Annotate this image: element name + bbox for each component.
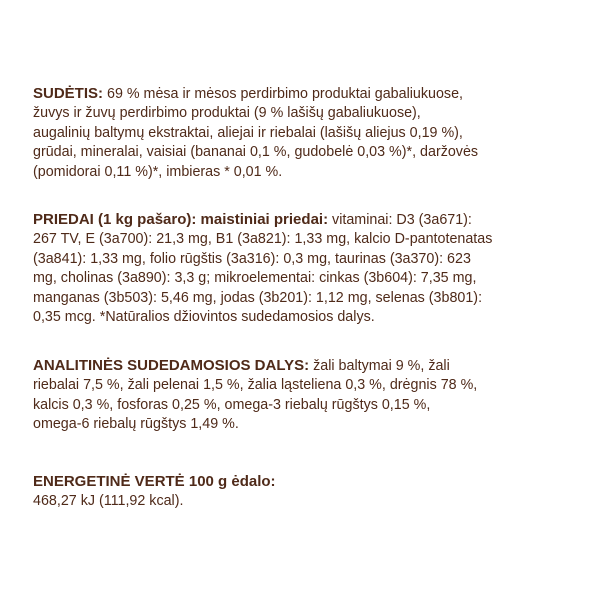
composition-text: 69 % mėsa ir mėsos perdirbimo produktai gabaliukuose,	[103, 86, 463, 102]
additives-heading: PRIEDAI (1 kg pašaro): maistiniai priedai:	[33, 211, 329, 228]
additives-first-line	[33, 210, 578, 230]
energy-section	[33, 472, 578, 512]
composition-heading: SUDĖTIS:	[33, 85, 104, 102]
composition-text: augalinių baltymų ekstraktai, aliejai ir riebalai (lašišų aliejus 0,19 %),	[33, 124, 463, 141]
energy-heading: ENERGETINĖ VERTĖ 100 g ėdalo:	[33, 473, 276, 490]
analytical-text: omega-6 riebalų rūgštys 1,49 %.	[33, 416, 239, 433]
composition-text: grūdai, mineralai, vaisiai (bananai 0,1 %, gudobelė 0,03 %)*, daržovės	[33, 144, 479, 161]
analytical-first-line	[33, 356, 578, 376]
energy-value: 468,27 kJ (111,92 kcal).	[33, 493, 184, 510]
additives-text: 0,35 mcg. *Natūralios džiovintos sudedamosios dalys.	[33, 309, 375, 326]
additives-text: vitaminai: D3 (3a671):	[328, 212, 472, 228]
composition-text: žuvys ir žuvų perdirbimo produktai (9 % lašišų gabaliukuose),	[33, 105, 421, 122]
energy-first-line	[33, 472, 578, 492]
analytical-text: kalcis 0,3 %, fosforas 0,25 %, omega-3 riebalų rūgštys 0,15 %,	[33, 396, 431, 413]
composition-text: (pomidorai 0,11 %)*, imbieras * 0,01 %.	[33, 163, 283, 180]
additives-section	[33, 210, 578, 327]
additives-text: 267 TV, E (3a700): 21,3 mg, B1 (3a821): 1,33 mg, kalcio D-pantotenatas	[33, 231, 493, 248]
additives-text: manganas (3b503): 5,46 mg, jodas (3b201): 1,12 mg, selenas (3b801):	[33, 289, 483, 306]
additives-text: (3a841): 1,33 mg, folio rūgštis (3a316): 0,3 mg, taurinas (3a370): 623	[33, 250, 471, 267]
additives-text: mg, cholinas (3a890): 3,3 g; mikroelementai: cinkas (3b604): 7,35 mg,	[33, 270, 477, 287]
analytical-heading: ANALITINĖS SUDEDAMOSIOS DALYS:	[33, 357, 310, 374]
analytical-text: riebalai 7,5 %, žali pelenai 1,5 %, žalia ląsteliena 0,3 %, drėgnis 78 %,	[33, 377, 478, 394]
analytical-section	[33, 356, 578, 435]
composition-first-line	[33, 84, 578, 104]
analytical-text: žali baltymai 9 %, žali	[309, 358, 450, 374]
composition-section	[33, 84, 578, 182]
